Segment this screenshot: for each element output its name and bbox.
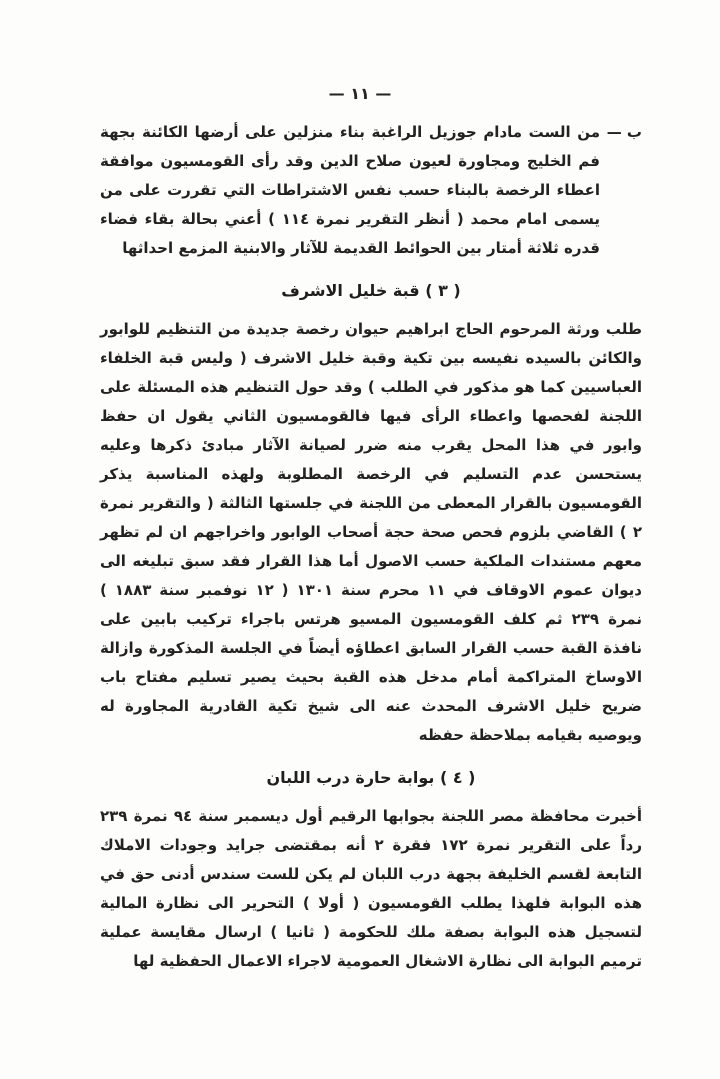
list-item-text: من الست مادام جوزيل الراغبة بناء منزلين على أرضها الكائنة بجهة فم الخليج ومجاورة لعيون صلاح الدين وقد رأى القومسيون موافقة اعطاء الرخصة بالبناء حسب نفس الاشتراطات التي تقررت على من يسمى امام محمد ( أنظر التقرير نمرة ١١٤ ) أعني بحالة بقاء فضاء قدره ثلاثة أمتار بين الحوائط القديمة للآثار والابنية المزمع احداثها <box>100 123 600 257</box>
section-3-heading: ( ٣ ) قبة خليل الاشرف <box>281 281 461 300</box>
page-content <box>100 118 642 982</box>
page-number: — ١١ — <box>328 84 392 103</box>
section-4-heading: ( ٤ ) بوابة حارة درب اللبان <box>266 768 476 787</box>
section-3-paragraph: طلب ورثة المرحوم الحاج ابراهيم حيوان رخصة جديدة من التنظيم للوابور والكائن بالسيده نفيسه بين تكية وقبة خليل الاشرف ( وليس قبة الخلفاء العباسيين كما هو مذكور في الطلب ) وقد حول التنظيم هذه المسئلة على اللجنة لفحصها واعطاء الرأى فيها فالقومسيون الثاني يقول ان حفظ وابور في هذا المحل يقرب منه ضرر لصيانة الآثار مبادئ ذكرها وعليه يستحسن عدم التسليم في الرخصة المطلوبة ولهذه المناسبة يذكر القومسيون بالقرار المعطى من اللجنة في جلستها الثالثة ( والتقرير نمرة ٢ ) القاضي بلزوم فحص صحة حجة أصحاب الوابور واخراجهم ان لم تظهر معهم مستندات الملكية حسب الاصول أما هذا القرار فقد سبق تبليغه الى ديوان عموم الاوقاف في ١١ محرم سنة ١٣٠١ ( ١٢ نوفمبر سنة ١٨٨٣ ) نمرة ٢٣٩ ثم كلف القومسيون المسيو هرتس باجراء تركيب بابين على نافذة القبة حسب القرار السابق اعطاؤه أيضاً في الجلسة المذكورة وازالة الاوساخ المتراكمة أمام مدخل هذه القبة بحيث يصير تسليم مفتاح باب ضريح خليل الاشرف المحدث عنه الى شيخ تكية القادرية المجاورة له ويوصيه بقيامه بملاحظة حفظه <box>100 320 642 744</box>
section-4-paragraph: أخبرت محافظة مصر اللجنة بجوابها الرقيم أول ديسمبر سنة ٩٤ نمرة ٢٣٩ رداً على التقرير نمرة ١٧٢ فقرة ٢ أنه بمقتضى جرايد وجودات الاملاك التابعة لقسم الخليفة بجهة درب اللبان لم يكن للست سندس أدنى حق في هذه البوابة فلهذا يطلب القومسيون ( أولا ) التحرير الى نظارة المالية لتسجيل هذه البوابة بصفة ملك للحكومة ( ثانيا ) ارسال مقايسة عملية ترميم البوابة الى نظارة الاشغال العمومية لاجراء الاعمال الحفظية لها <box>100 807 642 970</box>
list-item-b <box>100 118 642 263</box>
list-item-marker: ب — <box>606 123 642 141</box>
